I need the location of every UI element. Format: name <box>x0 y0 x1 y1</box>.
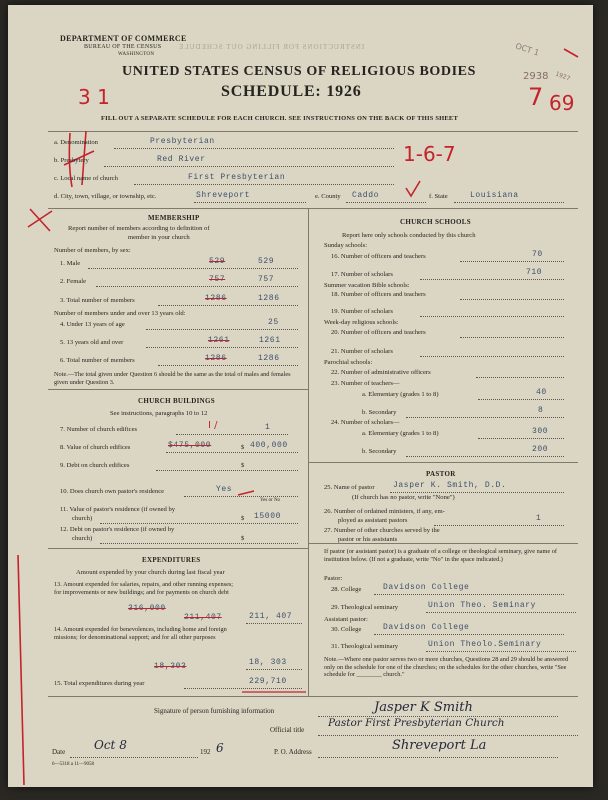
parochial-schools-label: Parochial schools: <box>324 359 373 366</box>
date-value[interactable]: Oct 8 <box>94 738 127 752</box>
denomination-line <box>114 148 394 149</box>
q8-dollar: $ <box>241 444 245 451</box>
q21-line <box>420 356 564 357</box>
bureau-heading: BUREAU OF THE CENSUS <box>84 44 162 50</box>
church-buildings-subheading: See instructions, paragraphs 10 to 12 <box>110 410 208 417</box>
q7-label: 7. Number of church edifices <box>60 426 138 433</box>
q23b-label: b. Secondary <box>362 409 397 416</box>
over-13-label: 5. 13 years old and over <box>60 339 124 346</box>
assistant-pastor-sublabel: Assistant pastor: <box>324 616 368 623</box>
membership-heading: MEMBERSHIP <box>148 214 200 222</box>
total-6-label: 6. Total number of members <box>60 357 135 364</box>
q15-value[interactable]: 229,710 <box>249 677 287 686</box>
q13-label: 13. Amount expended for salaries, repairs, and other running expenses; for improvements or new buildings; and for payments on church debt <box>54 581 234 596</box>
local-name-value[interactable]: First Presbyterian <box>188 173 286 182</box>
pastor-sublabel: Pastor: <box>324 575 343 582</box>
state-line <box>454 202 564 203</box>
q29-value[interactable]: Union Theo. Seminary <box>428 601 537 610</box>
state-value[interactable]: Louisiana <box>470 191 519 200</box>
q8-value[interactable]: 400,000 <box>250 441 288 450</box>
grid-bottom-rule <box>48 696 578 697</box>
q22-line <box>476 377 564 378</box>
q12-label-2: church) <box>72 535 93 542</box>
q23a-line <box>478 399 564 400</box>
state-label: f. State <box>429 193 448 200</box>
q23-label: 23. Number of teachers— <box>331 380 400 387</box>
under-13-line <box>146 329 298 330</box>
form-instruction: FILL OUT A SEPARATE SCHEDULE FOR EACH CHURCH. SEE INSTRUCTIONS ON THE BACK OF THIS SHEET <box>101 115 459 122</box>
q15-red-underline <box>240 689 310 695</box>
yes-no-caption: Yes or No <box>260 498 281 503</box>
over-13-struck-value: 1261 <box>208 336 230 345</box>
total-6-struck-value: 1286 <box>205 354 227 363</box>
q17-line <box>420 279 564 280</box>
sunday-schools-label: Sunday schools: <box>324 242 368 249</box>
q11-line <box>100 523 298 524</box>
q24b-value[interactable]: 200 <box>532 445 549 454</box>
q13-struck-value-1: 316,000 <box>128 604 166 613</box>
q18-line <box>460 299 564 300</box>
q7-red-mark: I / <box>208 420 218 431</box>
q9-line <box>156 470 298 471</box>
q17-label: 17. Number of scholars <box>331 271 393 278</box>
pastor-note: Note.—Where one pastor serves two or more churches, Questions 28 and 29 should be answered only on the schedule for one of the churches; on the schedules for the other churches, write "See schedule for ________ church." <box>324 656 569 679</box>
county-line <box>346 202 426 203</box>
q24b-label: b. Secondary <box>362 448 397 455</box>
city-line <box>194 202 306 203</box>
membership-subheading-1: Report number of members according to definition of <box>68 225 210 232</box>
q20-line <box>460 337 564 338</box>
q28-value[interactable]: Davidson College <box>383 583 470 592</box>
q11-value[interactable]: 15000 <box>254 512 282 521</box>
red-annotation-7: 7 <box>528 83 544 111</box>
total-6-value[interactable]: 1286 <box>258 354 280 363</box>
date-label: Date <box>52 748 66 756</box>
grid-top-rule <box>48 208 578 209</box>
q8-struck-value: $475,000 <box>168 441 212 450</box>
q14-struck-value: 18,303 <box>154 662 187 671</box>
q19-label: 19. Number of scholars <box>331 308 393 315</box>
expenditures-subheading: Amount expended by your church during last fiscal year <box>76 569 225 576</box>
q30-label: 30. College <box>331 626 362 633</box>
q24-label: 24. Number of scholars— <box>331 419 400 426</box>
q11-label-2: church) <box>72 515 93 522</box>
q8-line <box>166 452 298 453</box>
q16-value[interactable]: 70 <box>532 250 543 259</box>
membership-bottom-rule <box>48 389 308 390</box>
total-members-struck-value: 1286 <box>205 294 227 303</box>
buildings-bottom-rule <box>48 548 308 549</box>
official-title-value[interactable]: Pastor First Presbyterian Church <box>328 717 505 729</box>
city-value[interactable]: Shreveport <box>196 191 251 200</box>
q24a-line <box>478 438 564 439</box>
q14-label: 14. Amount expended for benevolences, including home and foreign missions; for denominational support; and for all other purposes <box>54 626 227 641</box>
q31-label: 31. Theological seminary <box>331 643 399 650</box>
church-schools-heading: CHURCH SCHOOLS <box>400 218 471 226</box>
year-suffix-value[interactable]: 6 <box>216 741 224 755</box>
denomination-value[interactable]: Presbyterian <box>150 137 215 146</box>
schedule-title: SCHEDULE: 1926 <box>221 83 362 100</box>
q7-line <box>176 434 288 435</box>
q25-line <box>390 492 564 493</box>
red-annotation-69: 69 <box>549 91 575 115</box>
q17-value[interactable]: 710 <box>526 268 543 277</box>
received-stamp-date: OCT 1 <box>514 41 541 58</box>
male-struck-value: 529 <box>209 257 226 266</box>
year-prefix: 192 <box>200 748 211 756</box>
q7-value[interactable]: 1 <box>265 423 271 432</box>
county-value[interactable]: Caddo <box>352 191 380 200</box>
q29-label: 29. Theological seminary <box>331 604 399 611</box>
red-annotation-31: 3 1 <box>78 85 110 109</box>
q29-line <box>426 612 576 613</box>
po-address-label: P. O. Address <box>274 748 312 756</box>
pastor-education-intro: If pastor (or assistant pastor) is a graduate of a college or theological seminary, give name of institution below. (If not a graduate, write "No" in the space indicated.) <box>324 548 558 563</box>
q15-label: 15. Total expenditures during year <box>54 680 145 687</box>
q26-label-1: 26. Number of ordained ministers, if any, em- <box>324 508 445 515</box>
presbytery-value[interactable]: Red River <box>157 155 206 164</box>
q26-label-2: ployed as assistant pastors <box>338 517 408 524</box>
male-value[interactable]: 529 <box>258 257 275 266</box>
female-struck-value: 757 <box>209 275 226 284</box>
q9-dollar: $ <box>241 462 245 469</box>
census-schedule-sheet <box>8 5 593 787</box>
q16-label: 16. Number of officers and teachers <box>331 253 426 260</box>
presbytery-label: b. Presbytery <box>54 157 89 164</box>
po-address-value[interactable]: Shreveport La <box>392 738 487 753</box>
local-name-line <box>134 184 394 185</box>
grid-center-rule <box>308 208 309 696</box>
expenditures-heading: EXPENDITURES <box>142 556 201 564</box>
q14-value[interactable]: 18, 303 <box>249 658 287 667</box>
q25-label: 25. Name of pastor <box>324 484 375 491</box>
q10-line <box>184 496 298 497</box>
q23b-value[interactable]: 8 <box>538 406 544 415</box>
total-6-line <box>158 365 298 366</box>
q21-label: 21. Number of scholars <box>331 348 393 355</box>
summer-schools-label: Summer vacation Bible schools: <box>324 282 410 289</box>
total-members-label: 3. Total number of members <box>60 297 135 304</box>
official-title-line <box>318 735 578 736</box>
red-annotation-code: 1-6-7 <box>403 142 456 166</box>
total-members-line <box>158 305 298 306</box>
local-name-label: c. Local name of church <box>54 175 118 182</box>
q26-value[interactable]: 1 <box>536 514 542 523</box>
county-label: e. County <box>315 193 341 200</box>
denomination-label: a. Denomination <box>54 139 98 146</box>
q8-label: 8. Value of church edifices <box>60 444 131 451</box>
church-buildings-heading: CHURCH BUILDINGS <box>138 397 215 405</box>
q20-label: 20. Number of officers and teachers <box>331 329 426 336</box>
q23a-value[interactable]: 40 <box>536 388 547 397</box>
total-members-value[interactable]: 1286 <box>258 294 280 303</box>
q28-label: 28. College <box>331 586 362 593</box>
q25-note: (If church has no pastor, write "None") <box>352 494 455 501</box>
city-label: d. City, town, village, or township, etc. <box>54 193 157 200</box>
official-title-label: Official title <box>270 726 305 734</box>
q27-label-2: pastor or his assistants <box>338 536 398 543</box>
signature-value[interactable]: Jasper K Smith <box>374 700 473 715</box>
q11-dollar: $ <box>241 515 245 522</box>
members-by-sex-label: Number of members, by sex: <box>54 247 131 254</box>
q31-line <box>426 651 576 652</box>
female-line <box>96 286 298 287</box>
q12-label-1: 12. Debt on pastor's residence (if owned by <box>60 526 175 533</box>
q30-line <box>374 634 564 635</box>
q10-label: 10. Does church own pastor's residence <box>60 488 165 495</box>
q18-label: 18. Number of officers and teachers <box>331 291 426 298</box>
q10-value[interactable]: Yes <box>216 485 233 494</box>
date-line <box>70 757 198 758</box>
male-line <box>88 268 298 269</box>
pastor-heading: PASTOR <box>426 470 456 478</box>
received-stamp-year: 1927 <box>554 70 572 83</box>
q16-line <box>460 261 564 262</box>
bleed-through-text: INSTRUCTIONS FOR FILLING OUT SCHEDULE <box>178 43 365 51</box>
weekday-schools-label: Week-day religious schools: <box>324 319 399 326</box>
q31-value[interactable]: Union Theolo.Seminary <box>428 640 542 649</box>
department-heading: DEPARTMENT OF COMMERCE <box>60 34 187 43</box>
q22-label: 22. Number of administrative officers <box>331 369 431 376</box>
q19-line <box>420 316 564 317</box>
q24a-value[interactable]: 300 <box>532 427 549 436</box>
po-address-line <box>318 757 558 758</box>
q26-line <box>434 525 564 526</box>
church-schools-subheading: Report here only schools conducted by this church <box>342 232 476 239</box>
age-intro-label: Number of members under and over 13 years old: <box>54 310 186 317</box>
q13-value[interactable]: 211, 407 <box>249 612 293 621</box>
received-stamp-number: 2938 <box>523 71 549 82</box>
q30-value[interactable]: Davidson College <box>383 623 470 632</box>
under-13-label: 4. Under 13 years of age <box>60 321 125 328</box>
female-value[interactable]: 757 <box>258 275 275 284</box>
signature-label: Signature of person furnishing information <box>154 707 275 715</box>
q12-dollar: $ <box>241 535 245 542</box>
city-heading: WASHINGTON <box>118 52 155 57</box>
presbytery-line <box>104 166 394 167</box>
q24a-label: a. Elementary (grades 1 to 8) <box>362 430 439 437</box>
q24b-line <box>406 456 564 457</box>
membership-subheading-2: member in your church <box>128 234 190 241</box>
q11-label-1: 11. Value of pastor's residence (if owned by <box>60 506 176 513</box>
q13-struck-value-2: 211,407 <box>184 613 222 622</box>
q27-label-1: 27. Number of other churches served by the <box>324 527 440 534</box>
q9-label: 9. Debt on church edifices <box>60 462 130 469</box>
q23b-line <box>406 417 564 418</box>
q13-line <box>246 623 302 624</box>
form-title: UNITED STATES CENSUS OF RELIGIOUS BODIES <box>122 64 477 79</box>
schools-bottom-rule <box>308 462 578 463</box>
under-13-value[interactable]: 25 <box>268 318 279 327</box>
over-13-line <box>146 347 298 348</box>
male-label: 1. Male <box>60 260 81 267</box>
female-label: 2. Female <box>60 278 87 285</box>
q28-line <box>374 594 564 595</box>
form-code: 6—5318 a 11—9058 <box>52 762 95 767</box>
q14-line <box>246 669 302 670</box>
q12-line <box>100 543 298 544</box>
membership-note: Note.—The total given under Question 6 should be the same as the total of males and females given under Question 3. <box>54 371 291 386</box>
q23a-label: a. Elementary (grades 1 to 8) <box>362 391 439 398</box>
q25-value[interactable]: Jasper K. Smith, D.D. <box>393 481 507 490</box>
over-13-value[interactable]: 1261 <box>259 336 281 345</box>
pastor-divider-rule <box>308 543 578 544</box>
